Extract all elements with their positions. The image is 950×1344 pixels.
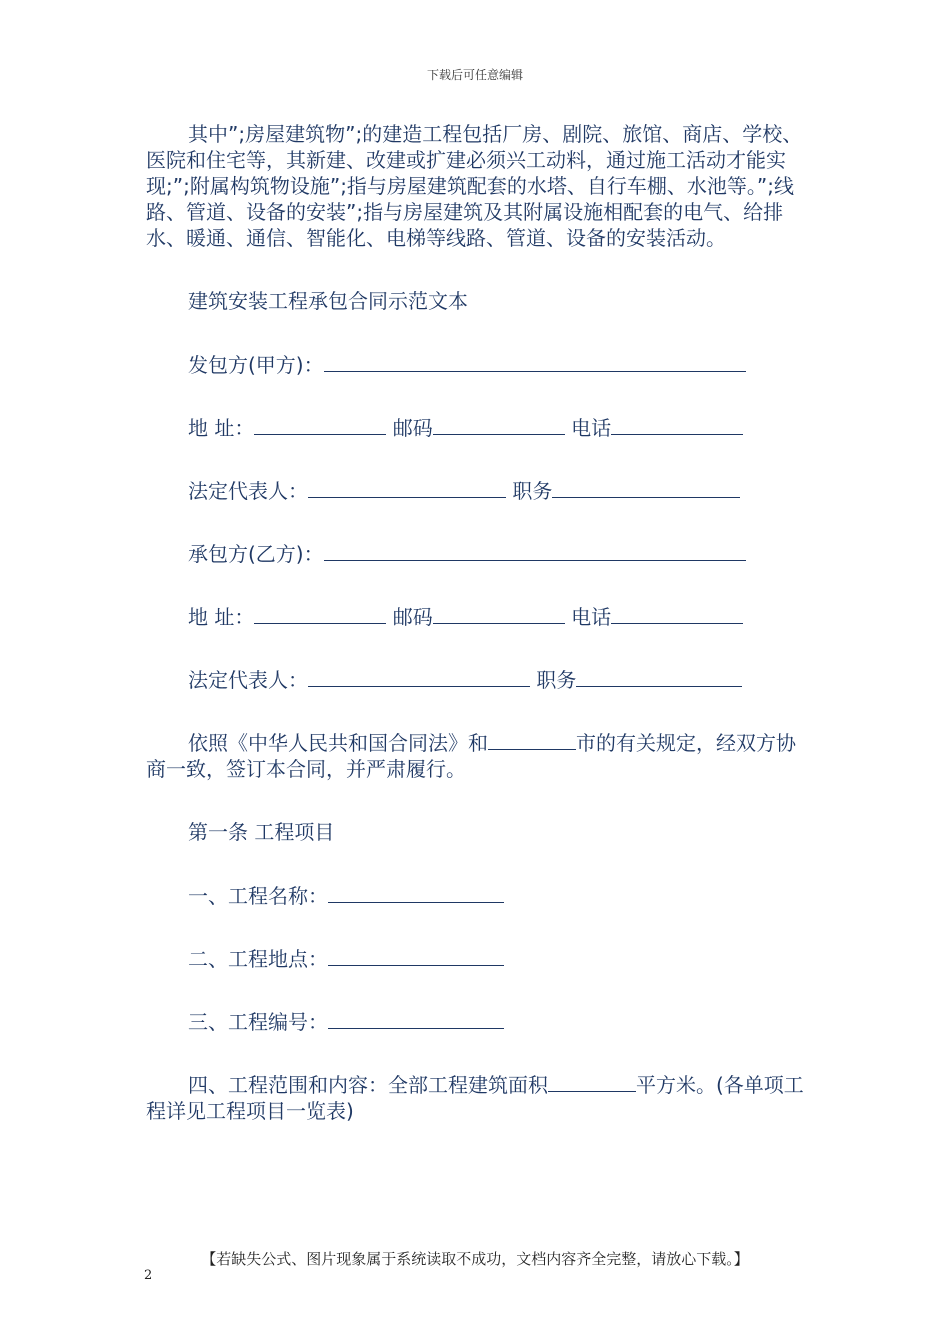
postcode-a-label: 邮码 — [386, 416, 433, 440]
item-4-text-2: 平方米。(各单项工程详见工程项目一览表) — [146, 1073, 804, 1123]
basis-text-1: 依照《中华人民共和国合同法》和 — [188, 731, 488, 755]
party-a-line — [146, 351, 806, 377]
address-b-label: 地 址： — [188, 605, 255, 629]
document-body — [146, 121, 806, 1124]
item-2-line — [146, 945, 806, 971]
address-a-blank — [254, 414, 386, 435]
basis-paragraph — [146, 729, 806, 782]
item-1-label: 一、工程名称： — [188, 884, 328, 908]
party-a-label: 发包方(甲方)： — [188, 353, 324, 377]
party-b-line — [146, 540, 806, 566]
page-header: 下载后可任意编辑 — [426, 68, 523, 82]
item-4-paragraph — [146, 1071, 806, 1124]
item-1-blank — [328, 882, 504, 903]
rep-a-blank — [308, 477, 506, 498]
intro-paragraph: 其中”;房屋建筑物”;的建造工程包括厂房、剧院、旅馆、商店、学校、医院和住宅等，其新建、改建或扩建必须兴工动料，通过施工活动才能实现;”;附属构筑物设施”;指与房屋建筑配套的水塔、自行车棚、水池等。”;线路、管道、设备的安装”;指与房屋建筑及其附属设施相配套的电气、给排水、暖通、通信、智能化、电梯等线路、管道、设备的安装活动。 — [146, 122, 803, 250]
area-blank — [548, 1071, 636, 1092]
item-3-line — [146, 1008, 806, 1034]
page-number: 2 — [144, 1268, 153, 1283]
footer-note: 【若缺失公式、图片现象属于系统读取不成功，文档内容齐全完整，请放心下载。】 — [201, 1250, 749, 1268]
party-a-blank — [324, 351, 746, 372]
postcode-b-label: 邮码 — [386, 605, 433, 629]
article-1-heading: 第一条 工程项目 — [188, 820, 335, 844]
rep-b-label: 法定代表人： — [188, 668, 308, 692]
basis-text-2: 市的有关规定，经双方协商一致，签订本合同，并严肃履行。 — [146, 731, 796, 781]
item-3-label: 三、工程编号： — [188, 1010, 328, 1034]
rep-b-blank — [308, 666, 530, 687]
item-1-line — [146, 882, 806, 908]
position-a-blank — [552, 477, 740, 498]
phone-a-blank — [611, 414, 743, 435]
address-b-line — [146, 603, 806, 629]
rep-b-line — [146, 666, 806, 692]
item-3-blank — [328, 1008, 504, 1029]
party-b-label: 承包方(乙方)： — [188, 542, 324, 566]
party-b-blank — [324, 540, 746, 561]
postcode-b-blank — [433, 603, 565, 624]
item-2-blank — [328, 945, 504, 966]
address-a-line — [146, 414, 806, 440]
city-blank — [488, 729, 576, 750]
item-2-label: 二、工程地点： — [188, 947, 328, 971]
item-4-text-1: 四、工程范围和内容：全部工程建筑面积 — [188, 1073, 548, 1097]
phone-b-blank — [611, 603, 743, 624]
contract-title: 建筑安装工程承包合同示范文本 — [188, 289, 468, 313]
position-b-label: 职务 — [530, 668, 577, 692]
position-a-label: 职务 — [506, 479, 553, 503]
postcode-a-blank — [433, 414, 565, 435]
address-b-blank — [254, 603, 386, 624]
address-a-label: 地 址： — [188, 416, 255, 440]
rep-a-line — [146, 477, 806, 503]
phone-b-label: 电话 — [564, 605, 612, 629]
rep-a-label: 法定代表人： — [188, 479, 308, 503]
position-b-blank — [576, 666, 742, 687]
phone-a-label: 电话 — [564, 416, 612, 440]
